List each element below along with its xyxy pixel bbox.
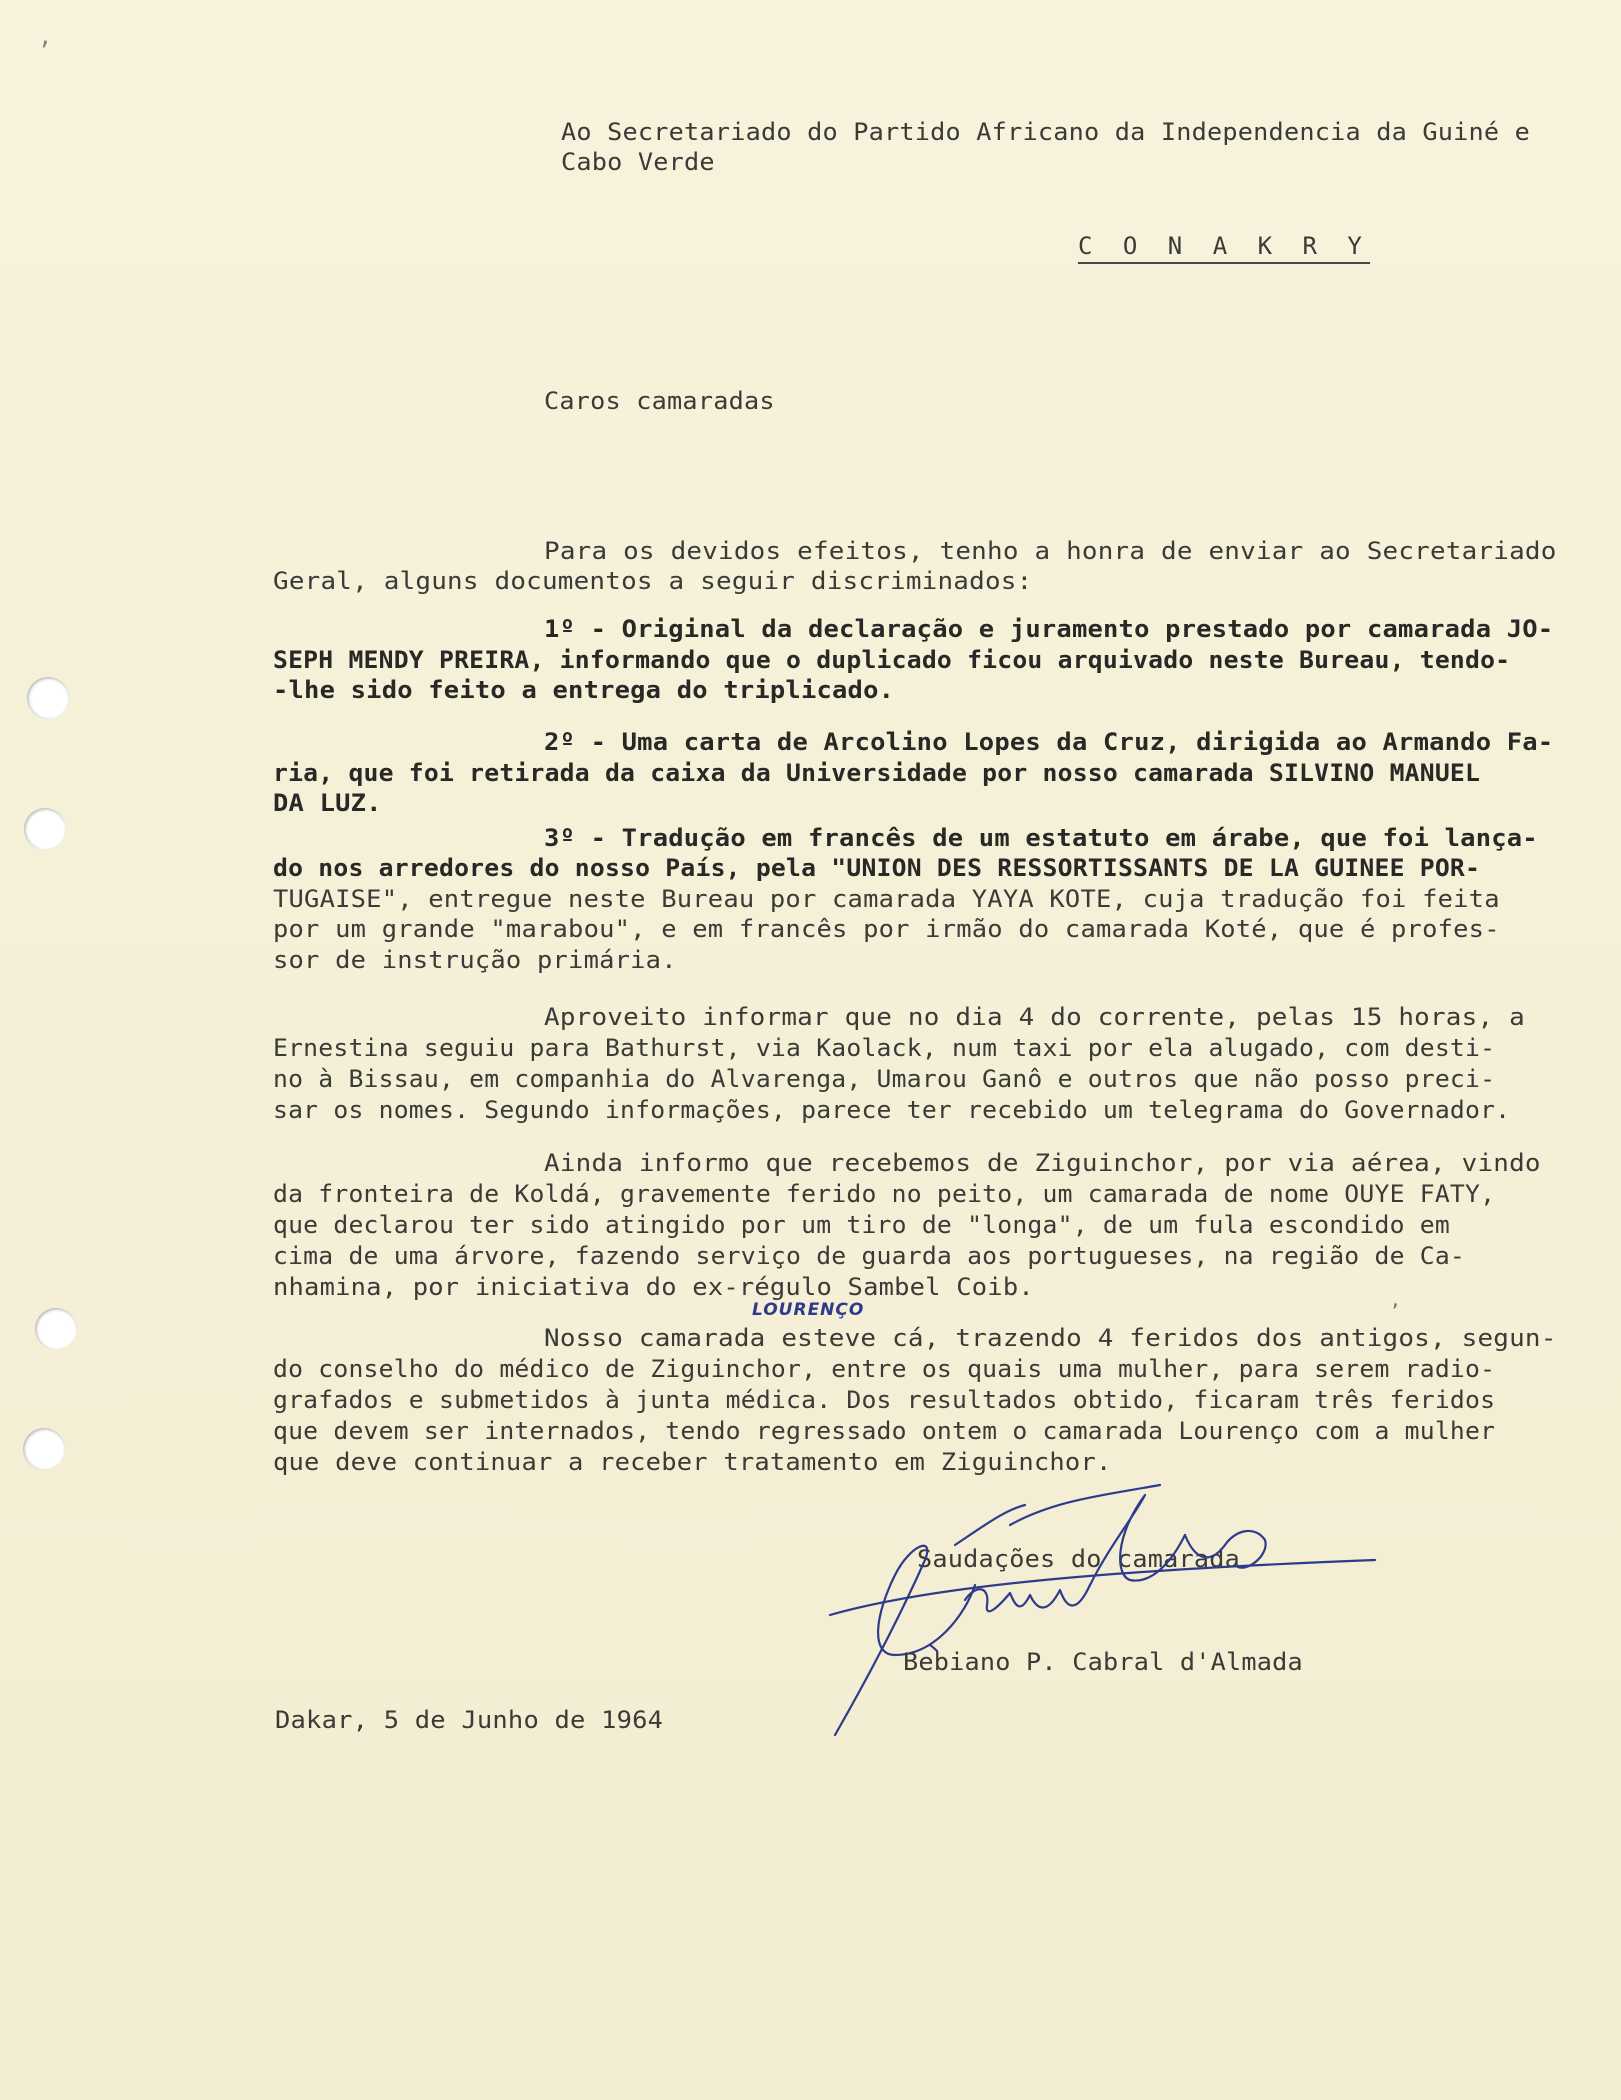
ink-mark: ,: [38, 22, 53, 50]
signer-name: Bebiano P. Cabral d'Almada: [903, 1648, 1303, 1676]
body-line: 1º - Original da declaração e juramento prestado por camarada JO-: [544, 615, 1554, 643]
punch-hole: [27, 677, 69, 719]
body-line: por um grande "marabou", e em francês por irmão do camarada Koté, que é profes-: [273, 915, 1500, 943]
body-line: da fronteira de Koldá, gravemente ferido no peito, um camarada de nome OUYE FATY,: [273, 1180, 1496, 1208]
punch-hole: [35, 1308, 77, 1350]
body-line: Ernestina seguiu para Bathurst, via Kaolack, num taxi por ela alugado, com desti-: [273, 1034, 1496, 1062]
body-line: Aproveito informar que no dia 4 do corrente, pelas 15 horas, a: [544, 1003, 1525, 1031]
body-line: cima de uma árvore, fazendo serviço de guarda aos portugueses, na região de Ca-: [273, 1242, 1466, 1270]
body-line: 3º - Tradução em francês de um estatuto em árabe, que foi lança-: [544, 824, 1538, 852]
body-line: ria, que foi retirada da caixa da Universidade por nosso camarada SILVINO MANUEL: [273, 759, 1481, 787]
body-line: que devem ser internados, tendo regressado ontem o camarada Lourenço com a mulher: [273, 1417, 1496, 1445]
body-line: do conselho do médico de Ziguinchor, entre os quais uma mulher, para serem radio-: [273, 1355, 1496, 1383]
body-line: do nos arredores do nosso País, pela "UNION DES RESSORTISSANTS DE LA GUINEE POR-: [273, 854, 1481, 882]
body-line: TUGAISE", entregue neste Bureau por camarada YAYA KOTE, cuja tradução foi feita: [273, 885, 1500, 913]
body-line: Geral, alguns documentos a seguir discriminados:: [273, 567, 1033, 595]
handwritten-signature: [815, 1465, 1415, 1745]
closing: Saudações do camarada: [917, 1545, 1241, 1573]
city-heading: C O N A K R Y: [1078, 232, 1370, 264]
addressee-line: Ao Secretariado do Partido Africano da Independencia da Guiné e: [561, 118, 1531, 146]
body-line: Para os devidos efeitos, tenho a honra de enviar ao Secretariado: [544, 537, 1557, 565]
letter-date: Dakar, 5 de Junho de 1964: [275, 1706, 664, 1734]
body-line: nhamina, por iniciativa do ex-régulo Sambel Coib.: [273, 1273, 1034, 1301]
body-line: -lhe sido feito a entrega do triplicado.: [273, 676, 895, 704]
body-line: Ainda informo que recebemos de Ziguinchor, por via aérea, vindo: [544, 1149, 1541, 1177]
salutation: Caros camaradas: [544, 387, 775, 415]
body-line: Nosso camarada esteve cá, trazendo 4 feridos dos antigos, segun-: [544, 1324, 1557, 1352]
body-line: grafados e submetidos à junta médica. Dos resultados obtido, ficaram três feridos: [273, 1386, 1496, 1414]
body-line: que deve continuar a receber tratamento em Ziguinchor.: [273, 1448, 1112, 1476]
handwritten-insert: LOURENÇO: [752, 1300, 865, 1320]
body-line: sor de instrução primária.: [273, 946, 677, 974]
body-line: no à Bissau, em companhia do Alvarenga, Umarou Ganô e outros que não posso preci-: [273, 1065, 1496, 1093]
punch-hole: [24, 808, 66, 850]
addressee-line: Cabo Verde: [561, 148, 715, 176]
punch-hole: [23, 1428, 65, 1470]
body-line: SEPH MENDY PREIRA, informando que o duplicado ficou arquivado neste Bureau, tendo-: [273, 646, 1511, 674]
body-line: sar os nomes. Segundo informações, parece ter recebido um telegrama do Governador.: [273, 1096, 1511, 1124]
ink-mark: ,: [1390, 1290, 1401, 1311]
body-line: que declarou ter sido atingido por um tiro de "longa", de um fula escondido em: [273, 1211, 1450, 1239]
body-line: DA LUZ.: [273, 789, 382, 817]
body-line: 2º - Uma carta de Arcolino Lopes da Cruz, dirigida ao Armando Fa-: [544, 728, 1554, 756]
